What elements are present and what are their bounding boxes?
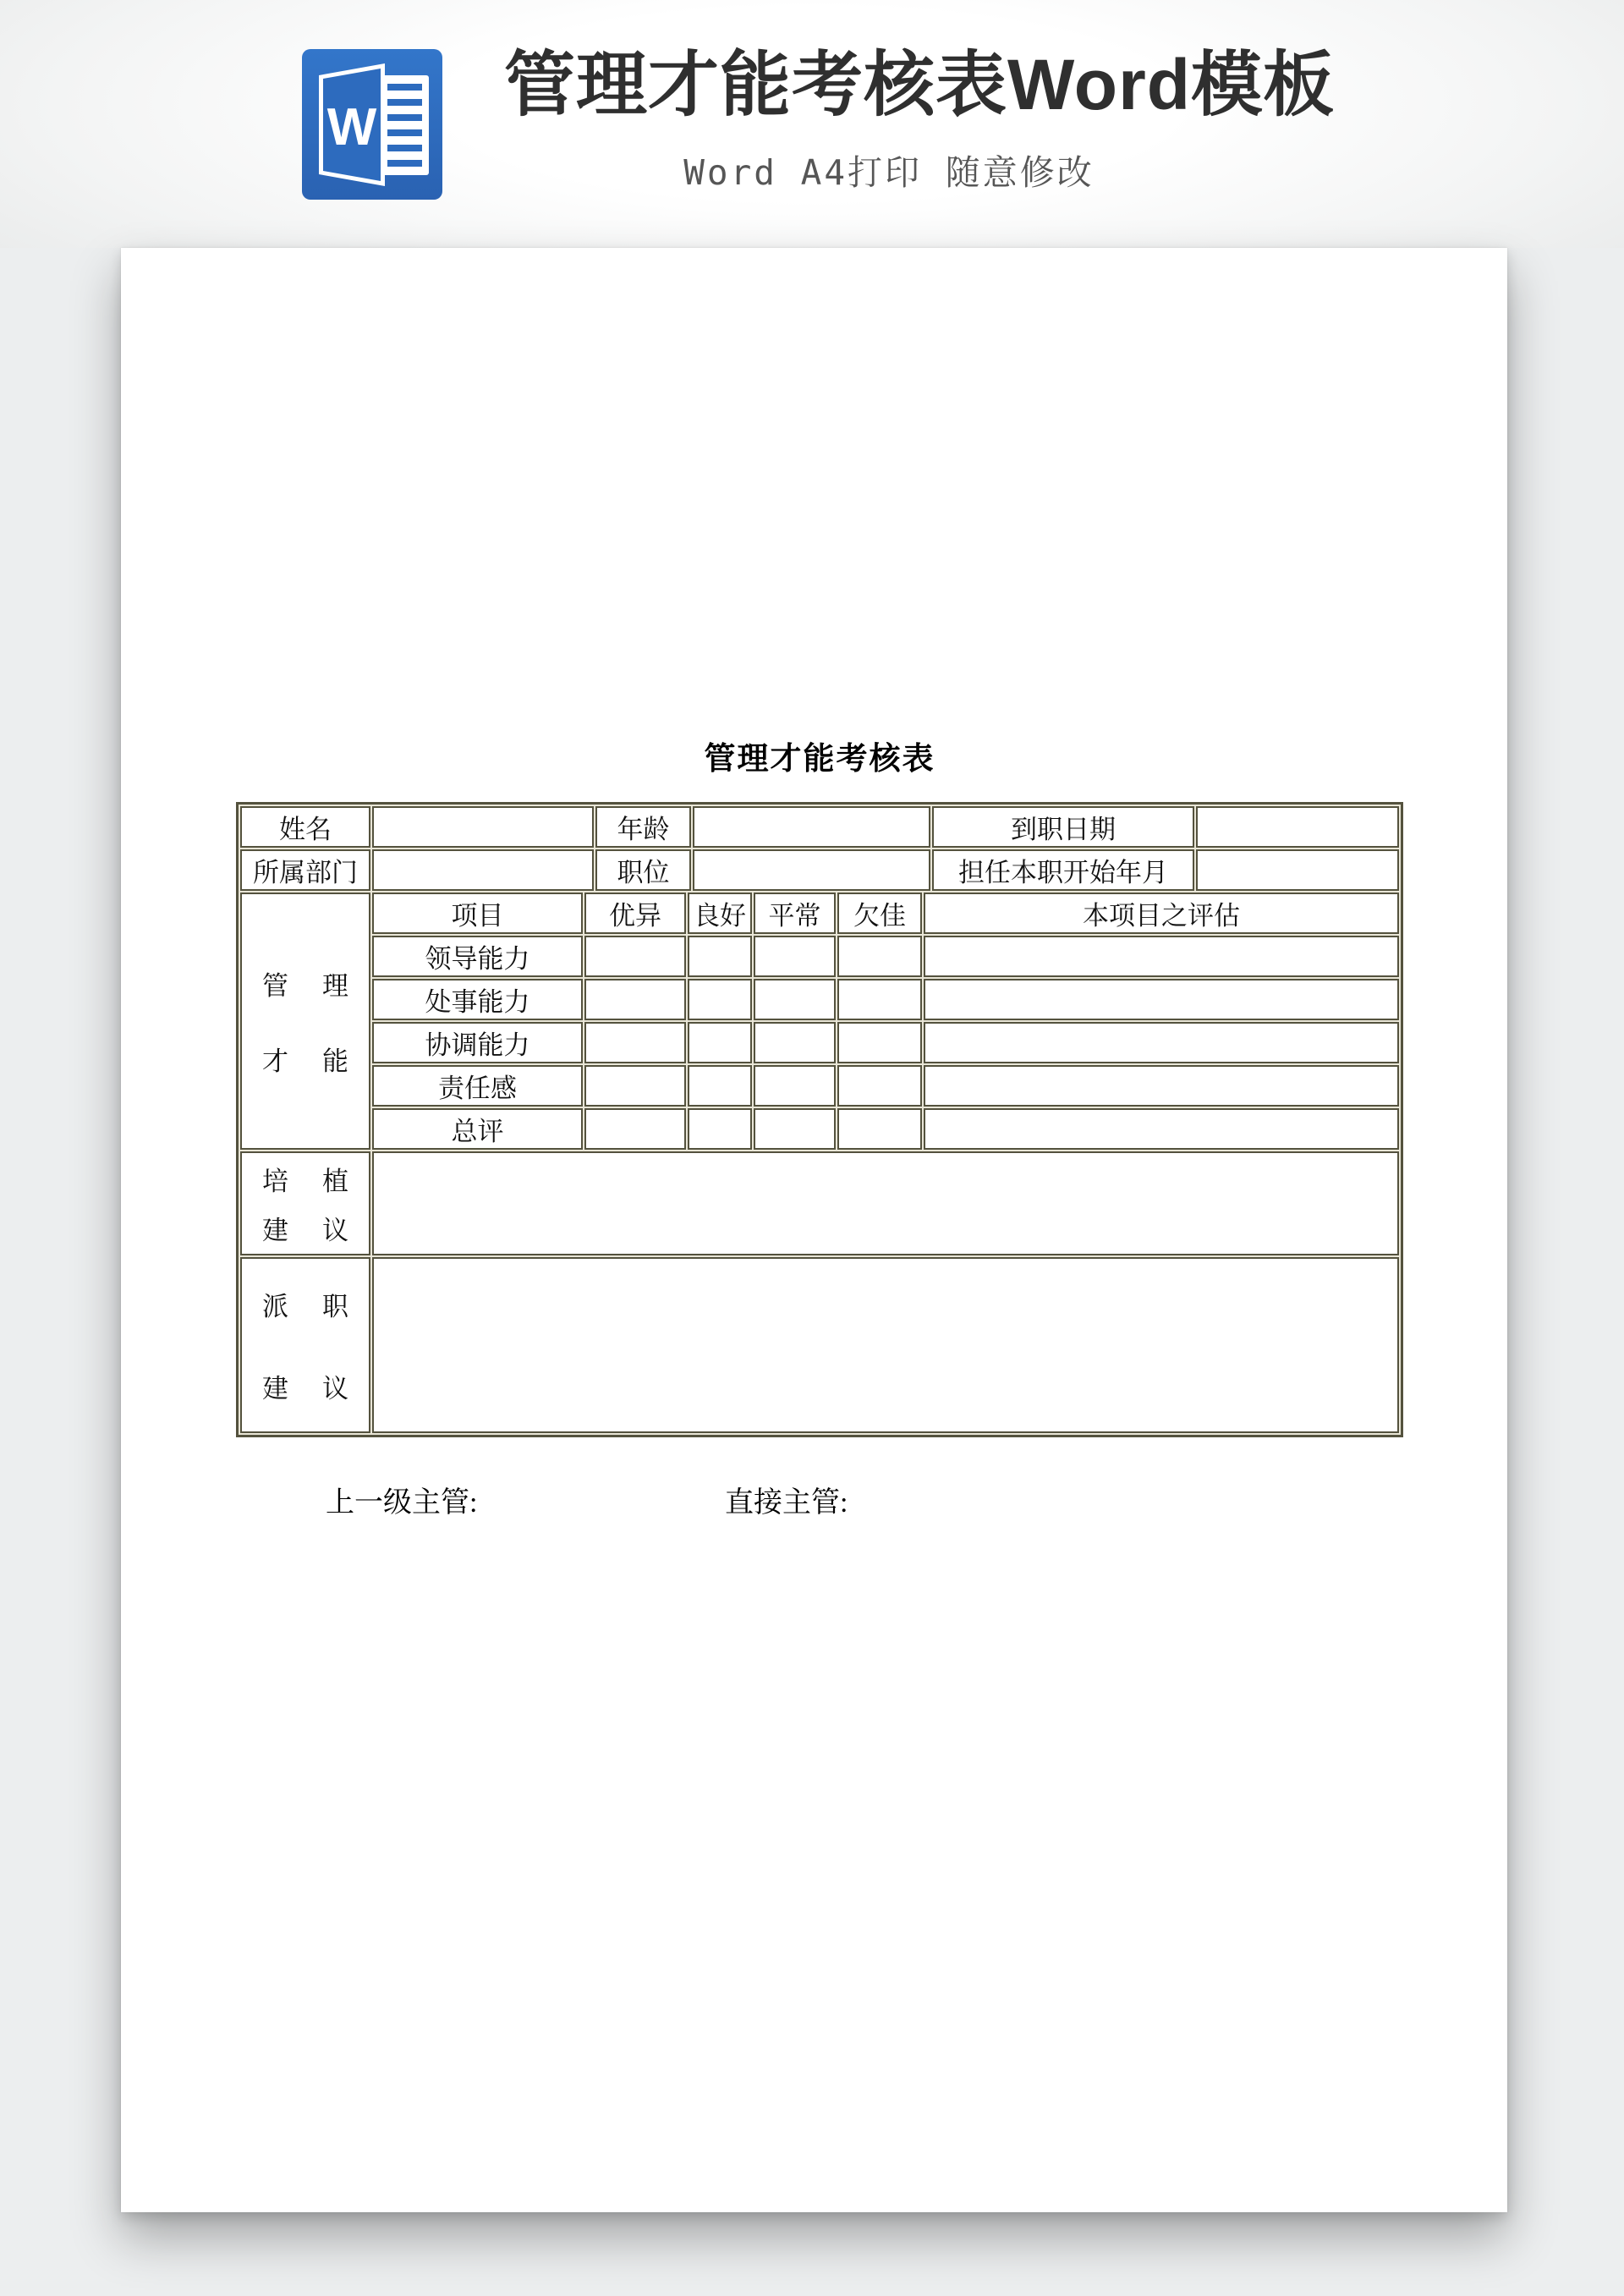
section-label-char: 议 (322, 1374, 348, 1403)
info-table (239, 805, 1401, 893)
skill-row-coordination (240, 1022, 1399, 1063)
section-label-char: 才 (262, 1046, 288, 1076)
skill-name-cell: 处事能力 (372, 979, 583, 1020)
rating-cell (584, 1065, 686, 1107)
hire-date-value-cell (1196, 806, 1399, 848)
section-label-char: 植 (322, 1167, 348, 1196)
section-label-management-talent (240, 893, 370, 1150)
col-header-good: 良好 (688, 893, 752, 934)
section-label-char: 能 (322, 1046, 348, 1076)
rating-cell (754, 936, 836, 977)
department-value-cell (372, 849, 594, 891)
rating-cell (837, 1022, 922, 1063)
rating-cell (754, 1022, 836, 1063)
rating-cell (584, 1022, 686, 1063)
rating-cell (688, 979, 752, 1020)
position-value-cell (693, 849, 930, 891)
skill-name-cell: 协调能力 (372, 1022, 583, 1063)
col-header-poor: 欠佳 (837, 893, 922, 934)
section-label-char: 培 (262, 1167, 288, 1196)
section-label-char: 派 (262, 1292, 288, 1321)
senior-supervisor-signature-label: 上一级主管: (326, 1487, 478, 1519)
skill-name-cell: 责任感 (372, 1065, 583, 1107)
skill-row-responsibility (240, 1065, 1399, 1107)
col-header-average: 平常 (754, 893, 836, 934)
template-header (0, 0, 1624, 248)
template-title: 管理才能考核表Word模板 (504, 45, 1336, 124)
rating-cell (688, 1022, 752, 1063)
assignment-content-cell (372, 1257, 1399, 1433)
rating-cell (688, 936, 752, 977)
rating-cell (754, 1065, 836, 1107)
start-date-label-cell: 担任本职开始年月 (932, 849, 1194, 891)
rating-cell (584, 1108, 686, 1150)
section-label-assignment (240, 1257, 370, 1433)
evaluation-cell (924, 1022, 1399, 1063)
rating-cell (754, 1108, 836, 1150)
skills-header-row (240, 893, 1399, 934)
start-date-value-cell (1196, 849, 1399, 891)
section-label-cultivation (240, 1151, 370, 1255)
word-logo-icon (302, 49, 442, 200)
skills-table (239, 891, 1401, 1151)
rating-cell (688, 1108, 752, 1150)
col-header-item: 项目 (372, 893, 583, 934)
section-label-char: 职 (322, 1292, 348, 1321)
skill-row-overall (240, 1108, 1399, 1150)
age-value-cell (693, 806, 930, 848)
assessment-table (236, 802, 1403, 1437)
rating-cell (688, 1065, 752, 1107)
rating-cell (754, 979, 836, 1020)
word-logo-letter: W (326, 98, 377, 157)
skill-row-handling (240, 979, 1399, 1020)
rating-cell (837, 936, 922, 977)
col-header-excellent: 优异 (584, 893, 686, 934)
cultivation-suggestion-row (240, 1151, 1399, 1255)
rating-cell (837, 1065, 922, 1107)
name-value-cell (372, 806, 594, 848)
position-label-cell: 职位 (595, 849, 691, 891)
age-label-cell: 年龄 (595, 806, 691, 848)
evaluation-cell (924, 936, 1399, 977)
rating-cell (584, 979, 686, 1020)
rating-cell (584, 936, 686, 977)
section-label-char: 管 (262, 971, 288, 1001)
section-label-char: 建 (262, 1216, 288, 1245)
skill-name-cell: 总评 (372, 1108, 583, 1150)
assignment-suggestion-row (240, 1257, 1399, 1433)
direct-supervisor-signature-label: 直接主管: (725, 1487, 848, 1519)
rating-cell (837, 1108, 922, 1150)
section-label-char: 议 (322, 1216, 348, 1245)
section-label-char: 建 (262, 1374, 288, 1403)
col-header-evaluation: 本项目之评估 (924, 893, 1399, 934)
department-label-cell: 所属部门 (240, 849, 370, 891)
template-subtitle: Word A4打印 随意修改 (683, 152, 1095, 193)
evaluation-cell (924, 1108, 1399, 1150)
rating-cell (837, 979, 922, 1020)
skill-name-cell: 领导能力 (372, 936, 583, 977)
suggestions-table (239, 1150, 1401, 1435)
document-title: 管理才能考核表 (704, 742, 935, 777)
hire-date-label-cell: 到职日期 (932, 806, 1194, 848)
document-page (121, 248, 1507, 2212)
name-label-cell: 姓名 (240, 806, 370, 848)
table-row (240, 849, 1399, 891)
skill-row-leadership (240, 936, 1399, 977)
section-label-char: 理 (322, 971, 348, 1001)
cultivation-content-cell (372, 1151, 1399, 1255)
evaluation-cell (924, 1065, 1399, 1107)
table-row (240, 806, 1399, 848)
evaluation-cell (924, 979, 1399, 1020)
